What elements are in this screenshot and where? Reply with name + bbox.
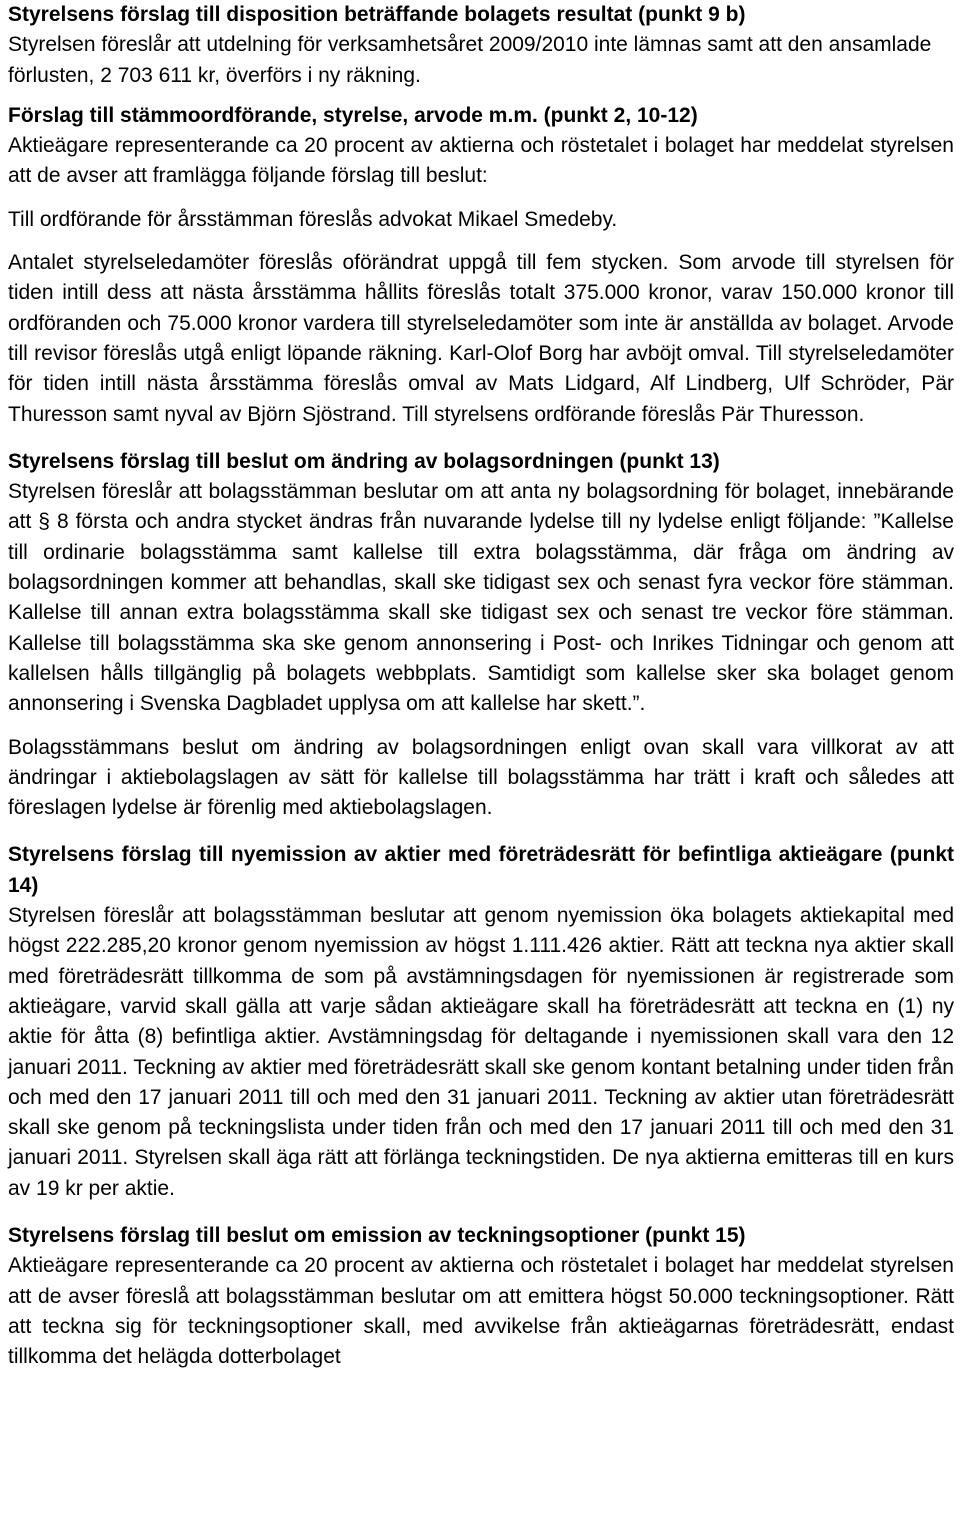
section-paragraph: Aktieägare representerande ca 20 procent av aktierna och röstetalet i bolaget har meddelat styrelsen att de avser föreslå att bolagsstämman beslutar om att emittera högst 50.000 teckningsoptioner. Rätt att teckna sig för teckningsoptioner skall, med avvikelse från aktieägarnas företrädesrätt, endast tillkomma det helägda dotterbolaget <box>8 1254 954 1369</box>
section-heading: Styrelsens förslag till nyemission av aktier med företrädesrätt för befintliga aktieägare (punkt 14) <box>8 843 954 897</box>
section-heading: Styrelsens förslag till disposition beträffande bolagets resultat (punkt 9 b) <box>8 3 746 26</box>
section-paragraph: Till ordförande för årsstämman föreslås advokat Mikael Smedeby. <box>8 207 618 231</box>
section-board-proposals <box>8 101 954 430</box>
section-paragraph: Aktieägare representerande ca 20 procent av aktierna och röstetalet i bolaget har meddelat styrelsen att de avser att framlägga följande förslag till beslut: <box>8 134 954 188</box>
section-paragraph: Styrelsen föreslår att utdelning för verksamhetsåret 2009/2010 inte lämnas samt att den ansamlade förlusten, 2 703 611 kr, överförs i ny räkning. <box>8 33 932 87</box>
section-new-share-issue <box>8 840 954 1204</box>
section-paragraph: Bolagsstämmans beslut om ändring av bolagsordningen enligt ovan skall vara villkorat av att ändringar i aktiebolagslagen av sätt för kallelse till bolagsstämma har trätt i kraft och således att föreslagen lydelse är förenlig med aktiebolagslagen. <box>8 735 954 820</box>
section-warrants-issue <box>8 1221 954 1372</box>
section-paragraph: Antalet styrelseledamöter föreslås oförändrat uppgå till fem stycken. Som arvode till styrelsen för tiden intill dess att nästa årsstämma hållits föreslås totalt 375.000 kronor, varav 150.000 kronor till ordföranden och 75.000 kronor vardera till styrelseledamöter som inte är anställda av bolaget. Arvode till revisor föreslås utgå enligt löpande räkning. Karl-Olof Borg har avböjt omval. Till styrelseledamöter för tiden intill nästa årsstämma föreslås omval av Mats Lidgard, Alf Lindberg, Ulf Schröder, Pär Thuresson samt nyval av Björn Sjöstrand. Till styrelsens ordförande föreslås Pär Thuresson. <box>8 251 954 426</box>
section-paragraph: Styrelsen föreslår att bolagsstämman beslutar om att anta ny bolagsordning för bolaget, innebärande att § 8 första och andra stycket ändras från nuvarande lydelse till ny lydelse enligt följande: ”Kallelse till ordinarie bolagsstämma samt kallelse till extra bolagsstämma, där fråga om ändring av bolagsordningen kommer att behandlas, skall ske tidigast sex och senast fyra veckor före stämman. Kallelse till annan extra bolagsstämma skall ske tidigast sex och senast tre veckor före stämman. Kallelse till bolagsstämma ska ske genom annonsering i Post- och Inrikes Tidningar och genom att kallelsen hålls tillgänglig på bolagets webbplats. Samtidigt som kallelse sker ska bolaget genom annonsering i Svenska Dagbladet upplysa om att kallelse har skett.”. <box>8 480 954 716</box>
section-articles-amendment <box>8 447 954 824</box>
section-heading: Styrelsens förslag till beslut om emission av teckningsoptioner (punkt 15) <box>8 1223 746 1247</box>
document-page <box>8 0 954 1372</box>
section-paragraph: Styrelsen föreslår att bolagsstämman beslutar att genom nyemission öka bolagets aktiekapital med högst 222.285,20 kronor genom nyemission av högst 1.111.426 aktier. Rätt att teckna nya aktier skall med företrädesrätt tillkomma de som på avstämningsdagen för nyemissionen är registrerade som aktieägare, varvid skall gälla att varje sådan aktieägare skall ha företrädesrätt att teckna en (1) ny aktie för åtta (8) befintliga aktier. Avstämningsdag för deltagande i nyemissionen skall vara den 12 januari 2011. Teckning av aktier med företrädesrätt skall ske genom kontant betalning under tiden från och med den 17 januari 2011 till och med den 31 januari 2011. Teckning av aktier utan företrädesrätt skall ske genom på teckningslista under tiden från och med den 17 januari 2011 till och med den 31 januari 2011. Styrelsen skall äga rätt att förlänga teckningstiden. De nya aktierna emitteras till en kurs av 19 kr per aktie. <box>8 904 954 1200</box>
section-heading: Förslag till stämmoordförande, styrelse, arvode m.m. (punkt 2, 10-12) <box>8 103 698 127</box>
section-heading: Styrelsens förslag till beslut om ändring av bolagsordningen (punkt 13) <box>8 449 720 473</box>
section-disposition <box>8 0 954 91</box>
